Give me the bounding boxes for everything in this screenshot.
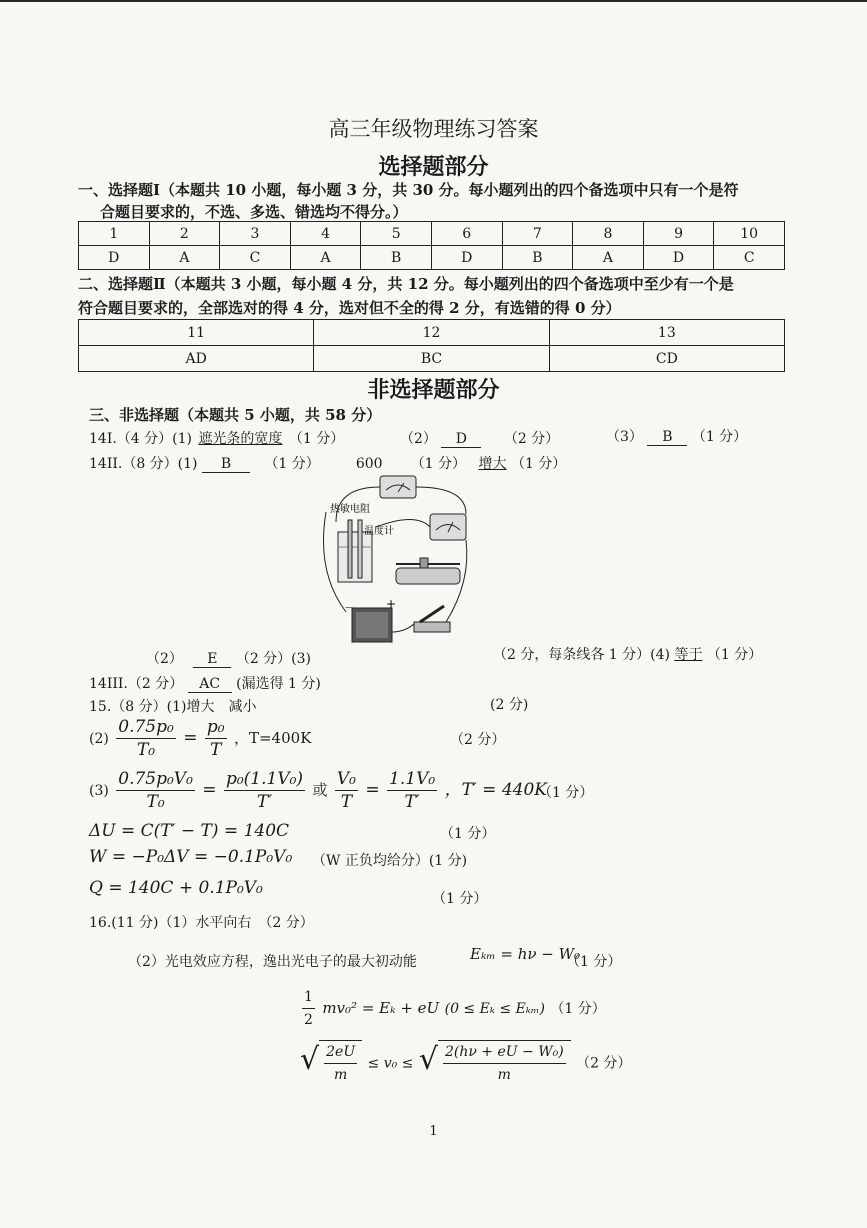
q14i-line xyxy=(89,428,344,448)
fraction xyxy=(205,716,227,761)
q14iii-note: (漏选得 1 分) xyxy=(236,676,321,692)
table-cell: D xyxy=(79,246,150,270)
q14i-part3 xyxy=(606,426,747,446)
denominator: T xyxy=(340,792,353,812)
q16-points2: （1 分） xyxy=(550,1001,606,1017)
table-row xyxy=(79,246,785,270)
page-number: 1 xyxy=(429,1124,438,1139)
table-cell: 1 xyxy=(79,222,150,246)
denominator: T₀ xyxy=(136,740,156,760)
denominator: T₀ xyxy=(146,792,165,812)
q15-points1: (2 分) xyxy=(490,697,529,713)
q14ii-answer3: 增大 xyxy=(478,456,507,472)
q15-w: W = −P₀ΔV = −0.1P₀V₀ xyxy=(89,847,293,867)
q15-head: 15.（8 分）(1)增大 减小 xyxy=(89,699,257,715)
q14i-head: 14I.（4 分）(1) xyxy=(89,431,192,447)
q14iii-answer: AC xyxy=(188,676,232,693)
q14ii-head: 14II.（8 分）(1) xyxy=(89,456,198,472)
q14iii-head: 14III.（2 分） xyxy=(89,676,184,692)
q14ii-answer4: 等于 xyxy=(674,647,703,663)
q14ii-answer1: B xyxy=(202,456,250,473)
denominator: T′ xyxy=(404,792,420,812)
section1-line2: 合题目要求的，不选、多选、错选均不得分。） xyxy=(100,203,408,221)
table-cell: 12 xyxy=(314,320,549,346)
q16-eq2: mv₀² = Eₖ + eU xyxy=(322,999,440,1017)
table-row xyxy=(79,346,785,372)
q14ii-part34 xyxy=(493,644,762,664)
section2-line2: 符合题目要求的，全部选对的得 4 分，选对但不全的得 2 分，有选错的得 0 分） xyxy=(78,299,621,317)
galvanometer-icon xyxy=(380,476,416,498)
table-row xyxy=(79,320,785,346)
q16-head: 16.(11 分)（1）水平向右 （2 分） xyxy=(89,915,314,931)
q15-label2: (2) xyxy=(89,731,109,747)
table-cell: 3 xyxy=(220,222,291,246)
fraction xyxy=(116,768,195,813)
q16-points3: （2 分） xyxy=(576,1055,632,1072)
q14ii-label2: （2） xyxy=(146,651,183,667)
fraction xyxy=(443,1041,566,1086)
q15-q: Q = 140C + 0.1P₀V₀ xyxy=(89,878,263,898)
table-cell: 6 xyxy=(431,222,502,246)
q15-points4: （1 分） xyxy=(440,826,496,842)
table-cell: A xyxy=(149,246,220,270)
section1-line1: 一、选择题Ⅰ（本题共 10 小题，每小题 3 分，共 30 分。每小题列出的四个备选项中只有一个是符 xyxy=(78,181,739,199)
numerator: 0.75p₀ xyxy=(118,717,174,737)
voltmeter-icon xyxy=(430,514,466,540)
table-cell: A xyxy=(290,246,361,270)
q16-points1: （1 分） xyxy=(566,954,622,970)
numerator: p₀ xyxy=(206,717,225,737)
q14ii-points4: （1 分） xyxy=(706,647,763,663)
denominator: T′ xyxy=(256,792,273,812)
section2-line1: 二、选择题Ⅱ（本题共 3 小题，每小题 4 分，共 12 分。每小题列出的四个备选项中至少有一个是 xyxy=(78,275,734,293)
table-cell: B xyxy=(502,246,573,270)
table-cell: 7 xyxy=(502,222,573,246)
table-cell: 10 xyxy=(714,222,785,246)
battery-icon xyxy=(352,608,392,642)
table-cell: A xyxy=(573,246,644,270)
numerator: p₀(1.1V₀) xyxy=(225,769,304,789)
numerator: V₀ xyxy=(336,769,356,789)
numerator: 2(hν + eU − W₀) xyxy=(443,1041,566,1064)
q14ii-points3: （1 分） xyxy=(510,456,567,472)
part1-heading: 选择题部分 xyxy=(378,155,489,180)
table-cell: 5 xyxy=(361,222,432,246)
label-thermometer: 温度计 xyxy=(364,526,394,537)
fraction xyxy=(387,768,437,813)
fraction xyxy=(324,1041,357,1086)
q14i-points3: （1 分） xyxy=(691,429,748,445)
fraction xyxy=(302,986,315,1031)
table-cell: CD xyxy=(549,346,784,372)
denominator: T xyxy=(210,740,222,760)
table-cell: 13 xyxy=(549,320,784,346)
table-cell: 2 xyxy=(149,222,220,246)
label-plus: + xyxy=(386,597,397,611)
choice1-table xyxy=(78,221,785,270)
table-cell: 8 xyxy=(573,222,644,246)
table-cell: B xyxy=(361,246,432,270)
sqrt: √ $\frac{2eU}{m}$ xyxy=(300,1040,362,1086)
table-cell: C xyxy=(220,246,291,270)
denominator: m xyxy=(333,1067,348,1083)
table-cell: D xyxy=(431,246,502,270)
q14ii-points2: （1 分） xyxy=(410,456,467,472)
table-cell: BC xyxy=(314,346,549,372)
q15-wnote: （W 正负均给分）(1 分) xyxy=(312,853,468,869)
table-cell: 11 xyxy=(79,320,314,346)
table-cell: AD xyxy=(79,346,314,372)
q15-tprime: ，T′ = 440K xyxy=(444,780,547,800)
q15-temp: ，T=400K xyxy=(233,729,312,747)
fraction xyxy=(224,768,305,813)
table-row xyxy=(79,222,785,246)
table-cell: C xyxy=(714,246,785,270)
q15-label3: (3) xyxy=(89,783,109,799)
denominator: 2 xyxy=(304,1012,313,1028)
q16-ekm: Eₖₘ = hν − W₀ xyxy=(470,945,581,963)
fraction xyxy=(116,716,176,761)
label-minus: － xyxy=(344,601,357,615)
q14ii-points-e: （2 分）(3) xyxy=(235,651,312,667)
top-border xyxy=(0,0,867,2)
q15-eq2: (2) $\frac{\text{0.75p₀}}{\text{T₀}}$ = $\frac{\text{p₀}}{T}$ ，T=400K xyxy=(89,717,312,760)
q14i-answer1: 遮光条的宽度 xyxy=(198,431,283,447)
q16-range: (0 ≤ Eₖ ≤ Eₖₘ) xyxy=(444,1001,545,1017)
section3-heading: 三、非选择题（本题共 5 小题，共 58 分） xyxy=(89,406,382,424)
q14i-answer3: B xyxy=(647,429,687,446)
q14i-label3: （3） xyxy=(606,429,643,445)
q14i-label2: （2） xyxy=(400,431,437,447)
q14i-answer2: D xyxy=(441,431,481,448)
q16-energy-eq xyxy=(300,986,606,1031)
q14ii-line xyxy=(89,453,566,473)
fraction xyxy=(335,768,358,813)
circuit-diagram xyxy=(316,472,474,648)
q14ii-points-wires: （2 分，每条线各 1 分）(4) xyxy=(493,647,670,663)
q14ii-answer-e: E xyxy=(193,651,231,668)
sqrt: √ $\frac{\text{2(hν + eU − W₀)}}{m}$ xyxy=(419,1040,571,1086)
page-title: 高三年级物理练习答案 xyxy=(328,117,539,141)
denominator: m xyxy=(497,1067,511,1083)
numerator: 0.75p₀V₀ xyxy=(118,769,193,789)
q15-points5: （1 分） xyxy=(432,891,488,907)
numerator: 1.1V₀ xyxy=(389,769,436,789)
q14iii-line xyxy=(89,673,321,693)
q15-points3: （1 分） xyxy=(538,785,594,801)
table-cell: 4 xyxy=(290,222,361,246)
q15-or: 或 xyxy=(312,781,328,799)
q14ii-part2 xyxy=(146,648,311,668)
part2-heading: 非选择题部分 xyxy=(367,378,500,403)
q14i-points1: （1 分） xyxy=(288,431,345,447)
choice2-table xyxy=(78,319,785,372)
q15-eq3: (3) $\frac{\text{0.75p₀V₀}}{\text{T₀}}$ = $\frac{\text{p₀(1.1V₀)}}{T'}$ 或 $\frac{\text{V₀}}{T}$ = $\frac{\text{1.1V₀}}{T'}$ ，T′ = 440K xyxy=(89,769,547,812)
q14ii-answer2: 600 xyxy=(340,456,398,473)
q15-points2: （2 分） xyxy=(450,732,506,748)
q16-velocity-range xyxy=(300,1040,631,1086)
q15-du: ΔU = C(T′ − T) = 140C xyxy=(89,821,290,841)
table-cell: D xyxy=(643,246,714,270)
q14i-part2 xyxy=(400,428,559,448)
numerator: 2eU xyxy=(324,1041,357,1064)
table-cell: 9 xyxy=(643,222,714,246)
q16-mid: ≤ v₀ ≤ xyxy=(367,1055,414,1072)
numerator: 1 xyxy=(302,986,315,1009)
q14ii-points1: （1 分） xyxy=(264,456,320,472)
q14i-points2: （2 分） xyxy=(503,431,560,447)
q16-line2: （2）光电效应方程，逸出光电子的最大初动能 xyxy=(128,954,417,970)
label-thermistor: 热敏电阻 xyxy=(330,504,370,515)
